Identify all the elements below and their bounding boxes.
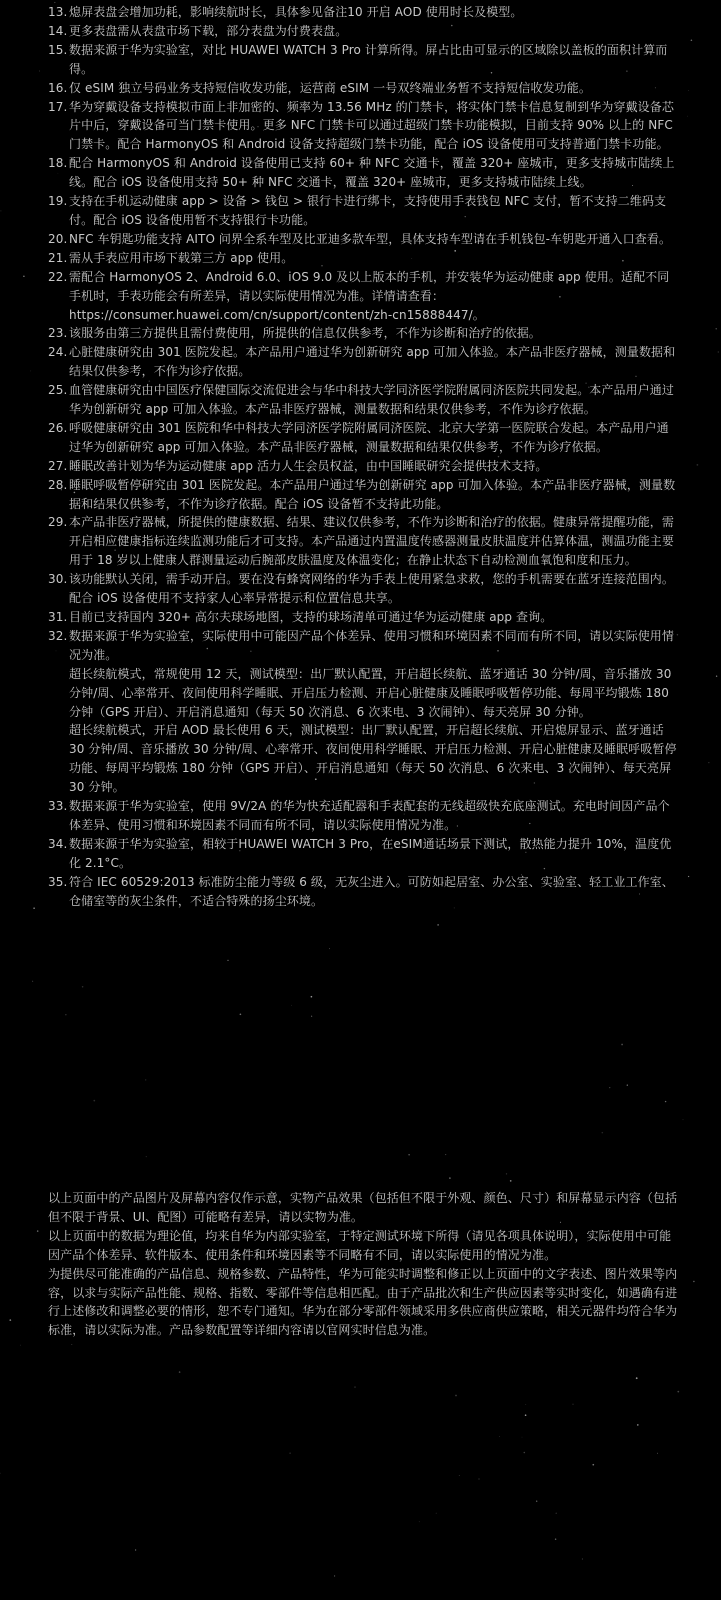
star-dot xyxy=(697,464,699,466)
footnote-subparagraph: 超长续航模式，常规使用 12 天，测试模型：出厂默认配置，开启超长续航、蓝牙通话 30 分钟/周、音乐播放 30 分钟/周、心率常开、夜间使用科学睡眠、开启压力检测、开启心脏健康及睡眠呼吸暂停功能、每周平均锻炼 180 分钟（GPS 开启）、开启消息通知（每天 50 次消息、6 次来电、3 次闹钟）、每天亮屏 30 分钟。 xyxy=(69,666,672,719)
footnote-text: 该服务由第三方提供且需付费使用，所提供的信息仅供参考，不作为诊断和治疗的依据。 xyxy=(69,326,541,341)
footnote-text: 数据来源于华为实验室，使用 9V/2A 的华为快充适配器和手表配套的无线超级快充底座测试。充电时间因产品个体差异、使用习惯和环境因素不同而有所不同，请以实际使用情况为准。 xyxy=(69,799,670,832)
footnote-number: 34. xyxy=(48,836,68,851)
star-dot xyxy=(687,116,688,117)
footnote-item xyxy=(48,343,678,381)
footnote-item xyxy=(48,797,678,835)
star-dot xyxy=(334,1575,335,1576)
disclaimer-paragraph: 为提供尽可能准确的产品信息、规格参数、产品特性，华为可能实时调整和修正以上页面中的文字表述、图片效果等内容，以求与实际产品性能、规格、指数、零部件等信息相匹配。由于产品批次和生产供应因素等实时变化，如遇确有进行上述修改和调整必要的情形，恕不专门通知。华为在部分零部件领域采用多供应商供应策略，相关元器件均符合华为标准，请以实际为准。产品参数配置等详细内容请以官网实时信息为准。 xyxy=(48,1266,678,1338)
star-dot xyxy=(716,328,717,329)
star-dot xyxy=(523,1452,525,1454)
star-dot xyxy=(71,1344,72,1345)
star-dot xyxy=(30,370,31,371)
footnote-item xyxy=(48,627,678,797)
footnote-text: 数据来源于华为实验室，对比 HUAWEI WATCH 3 Pro 计算所得。屏占比由可显示的区域除以盖板的面积计算而得。 xyxy=(69,42,668,76)
star-dot xyxy=(32,981,33,982)
disclaimer-paragraph: 以上页面中的产品图片及屏幕内容仅作示意，实物产品效果（包括但不限于外观、颜色、尺寸）和屏幕显示内容（包括但不限于背景、UI、配图）可能略有差异，请以实物为准。 xyxy=(48,1191,678,1224)
footnote-text: 华为穿戴设备支持模拟市面上非加密的、频率为 13.56 MHz 的门禁卡，将实体门禁卡信息复制到华为穿戴设备芯片中后，穿戴设备可当门禁卡使用。更多 NFC 门禁卡可以通过超级门禁卡功能模拟，目前支持 90% 以上的 NFC 门禁卡。配合 HarmonyOS 和 Android 设备支持超级门禁卡功能，配合 iOS 设备使用可支持普通门禁卡功能。 xyxy=(69,99,674,152)
footnote-number: 30. xyxy=(48,572,68,587)
star-dot xyxy=(436,1513,437,1514)
star-dot xyxy=(93,1100,95,1102)
star-dot xyxy=(582,1559,583,1560)
disclaimer-paragraph: 以上页面中的数据为理论值，均来自华为内部实验室，于特定测试环境下所得（请见各项具体说明），实际使用中可能因产品个体差异、软件版本、使用条件和环境因素等不同略有不同，请以实际使用的情况为准。 xyxy=(48,1228,672,1262)
star-dot xyxy=(716,676,717,677)
star-dot xyxy=(20,1345,21,1346)
star-dot xyxy=(0,210,1,211)
star-dot xyxy=(311,1016,312,1017)
footnote-item xyxy=(48,513,678,570)
footnote-number: 29. xyxy=(48,515,68,530)
footnote-item xyxy=(48,249,678,268)
star-dot xyxy=(455,1395,457,1397)
footnote-text: 支持在手机运动健康 app > 设备 > 钱包 > 银行卡进行绑卡，支持使用手表钱包 NFC 支付，暂不支持二维码支付。配合 iOS 设备使用暂不支持银行卡功能。 xyxy=(69,194,667,227)
footnote-number: 15. xyxy=(48,42,68,57)
star-dot xyxy=(9,1319,11,1321)
star-dot xyxy=(688,90,689,91)
footnote-number: 16. xyxy=(48,80,68,95)
footnote-item xyxy=(48,835,678,873)
star-dot xyxy=(445,1154,446,1155)
footnote-number: 22. xyxy=(48,269,68,284)
star-dot xyxy=(555,1538,556,1539)
star-dot xyxy=(437,924,439,926)
star-dot xyxy=(688,876,689,877)
star-dot xyxy=(665,1101,666,1102)
star-dot xyxy=(657,1453,658,1454)
star-dot xyxy=(23,276,25,278)
footnote-number: 20. xyxy=(48,231,68,246)
footnote-number: 18. xyxy=(48,156,68,171)
star-dot xyxy=(145,1079,146,1080)
footnote-number: 13. xyxy=(48,5,68,19)
footnote-text: 目前已支持国内 320+ 高尔夫球场地图，支持的球场清单可通过华为运动健康 app 查询。 xyxy=(69,610,553,624)
star-dot xyxy=(33,907,35,909)
footnote-number: 26. xyxy=(48,420,68,435)
star-dot xyxy=(708,762,709,763)
footnote-text: NFC 车钥匙功能支持 AITO 问界全系车型及比亚迪多款车型，具体支持车型请在手机钱包-车钥匙开通入口查看。 xyxy=(69,231,672,246)
footnote-number: 25. xyxy=(48,383,68,398)
star-dot xyxy=(621,1044,623,1046)
star-dot xyxy=(354,1386,355,1387)
star-dot xyxy=(289,1452,291,1454)
star-dot xyxy=(39,71,40,72)
star-dot xyxy=(677,1391,679,1393)
star-dot xyxy=(311,996,313,998)
star-dot xyxy=(691,40,693,42)
footnote-item xyxy=(48,22,678,41)
star-dot xyxy=(718,351,719,352)
footnote-number: 23. xyxy=(48,326,68,341)
footnote-text: 更多表盘需从表盘市场下载，部分表盘为付费表盘。 xyxy=(69,23,348,38)
footnote-item xyxy=(48,570,678,608)
footnote-text: 配合 HarmonyOS 和 Android 设备使用已支持 60+ 种 NFC 交通卡，覆盖 320+ 座城市，更多支持城市陆续上线。配合 iOS 设备使用支持 50+ 种 NFC 交通卡，覆盖 320+ 座城市，更多支持城市陆续上线。 xyxy=(69,156,675,190)
footnote-number: 31. xyxy=(48,610,68,624)
footnote-item xyxy=(48,230,678,249)
footnote-number: 33. xyxy=(48,799,68,814)
footnote-item xyxy=(48,381,678,419)
star-dot xyxy=(525,1414,527,1416)
footnote-number: 24. xyxy=(48,345,68,360)
star-dot xyxy=(536,1501,537,1502)
star-dot xyxy=(329,948,330,949)
footnote-number: 28. xyxy=(48,477,68,492)
star-dot xyxy=(573,1404,574,1405)
footnote-item xyxy=(48,79,678,98)
star-dot xyxy=(449,1177,451,1179)
star-dot xyxy=(592,1464,594,1466)
footnote-item xyxy=(48,419,678,457)
footnote-item xyxy=(48,476,678,514)
star-dot xyxy=(146,1156,147,1157)
star-dot xyxy=(510,1180,512,1182)
footnote-number: 17. xyxy=(48,99,68,114)
star-dot xyxy=(522,1437,523,1438)
footnote-text: 本产品非医疗器械，所提供的健康数据、结果、建议仅供参考，不作为诊断和治疗的依据。健康异常提醒功能，需开启相应健康指标连续监测功能后才可支持。本产品通过内置温度传感器测量皮肤温度并估算体温，测温功能主要用于 18 岁以上健康人群测量运动后腕部皮肤温度及体温变化；在静止状态下自动检测血氧饱和度和压力。 xyxy=(69,515,675,568)
footnote-number: 21. xyxy=(48,250,68,265)
star-dot xyxy=(65,1014,66,1015)
footnote-text: 睡眠改善计划为华为运动健康 app 活力人生会员权益，由中国睡眠研究会提供技术支持。 xyxy=(69,458,548,473)
footnote-item xyxy=(48,3,678,22)
star-dot xyxy=(240,1013,242,1015)
star-dot xyxy=(179,1371,181,1373)
star-dot xyxy=(459,1475,460,1476)
footnote-text: 数据来源于华为实验室，相较于HUAWEI WATCH 3 Pro，在eSIM通话场景下测试，散热能力提升 10%，温度优化 2.1°C。 xyxy=(69,836,672,870)
footnote-list xyxy=(48,3,678,911)
star-dot xyxy=(499,1436,500,1437)
footnote-text: 数据来源于华为实验室，实际使用中可能因产品个体差异、使用习惯和环境因素不同而有所不同，请以实际使用情况为准。 xyxy=(69,628,675,662)
footnote-item xyxy=(48,324,678,343)
footnote-text: 需配合 HarmonyOS 2、Android 6.0、iOS 9.0 及以上版本的手机，并安装华为运动健康 app 使用。适配不同手机时，手表功能会有所差异，请以实际使用情况为准。详情请查看：https://consumer.huawei.com/cn/support/content/zh-cn15888447/。 xyxy=(69,269,670,322)
star-dot xyxy=(506,1173,507,1174)
footnote-number: 32. xyxy=(48,628,68,643)
footnote-text: 熄屏表盘会增加功耗，影响续航时长，具体参见备注10 开启 AOD 使用时长及模型。 xyxy=(69,5,523,19)
star-dot xyxy=(82,986,84,988)
footnote-text: 心脏健康研究由 301 医院发起。本产品用户通过华为创新研究 app 可加入体验。本产品非医疗器械，测量数据和结果仅供参考，不作为诊疗依据。 xyxy=(69,345,676,379)
star-dot xyxy=(419,1521,420,1522)
star-dot xyxy=(135,1549,136,1550)
footnote-item xyxy=(48,192,678,230)
footnote-text: 睡眠呼吸暂停研究由 301 医院发起。本产品用户通过华为创新研究 app 可加入体验。本产品非医疗器械，测量数据和结果仅供参考，不作为诊疗依据。配合 iOS 设备暂不支持此功能。 xyxy=(69,477,676,511)
footnote-number: 27. xyxy=(48,458,68,473)
star-dot xyxy=(627,1085,628,1086)
footnote-item xyxy=(48,154,678,192)
star-dot xyxy=(291,1005,292,1006)
footnote-subparagraph: 超长续航模式，开启 AOD 最长使用 6 天，测试模型：出厂默认配置，开启超长续航、开启熄屏显示、蓝牙通话 30 分钟/周、音乐播放 30 分钟/周、心率常开、夜间使用科学睡眠、开启压力检测、开启心脏健康及睡眠呼吸暂停功能、每周平均锻炼 180 分钟（GPS 开启）、开启消息通知（每天 50 次消息、6 次来电、3 次闹钟）、每天亮屏 30 分钟。 xyxy=(69,723,677,795)
star-dot xyxy=(556,1513,557,1514)
footnote-item xyxy=(48,268,678,325)
star-dot xyxy=(227,960,228,961)
star-dot xyxy=(693,1281,694,1282)
footnote-text: 符合 IEC 60529:2013 标准防尘能力等级 6 级，无灰尘进入。可防如起居室、办公室、实验室、轻工业工作室、仓储室等的灰尘条件，不适合特殊的扬尘环境。 xyxy=(69,874,674,908)
footnote-item xyxy=(48,41,678,79)
star-dot xyxy=(636,1377,638,1379)
star-dot xyxy=(525,1404,526,1405)
star-dot xyxy=(408,1154,409,1155)
footnote-item xyxy=(48,98,678,155)
star-dot xyxy=(478,1478,479,1479)
footnote-text: 需从手表应用市场下载第三方 app 使用。 xyxy=(69,250,294,265)
footnote-text: 仅 eSIM 独立号码业务支持短信收发功能，运营商 eSIM 一号双终端业务暂不支持短信收发功能。 xyxy=(69,80,591,95)
star-dot xyxy=(637,1424,639,1426)
footnote-item xyxy=(48,608,678,627)
footnote-item xyxy=(48,457,678,476)
footnote-text: 该功能默认关闭，需手动开启。要在没有蜂窝网络的华为手表上使用紧急求救，您的手机需要在蓝牙连接范围内。配合 iOS 设备使用不支持家人心率异常提示和位置信息共享。 xyxy=(69,572,675,606)
star-dot xyxy=(683,1119,684,1120)
footnote-item xyxy=(48,873,678,911)
star-dot xyxy=(37,1230,38,1231)
footnote-number: 19. xyxy=(48,194,68,209)
star-dot xyxy=(602,1132,604,1134)
footnote-number: 14. xyxy=(48,23,68,38)
disclaimer-section xyxy=(48,1189,678,1340)
footnote-number: 35. xyxy=(48,874,68,889)
footnote-text: 呼吸健康研究由 301 医院和华中科技大学同济医学院附属同济医院、北京大学第一医院联合发起。本产品用户通过华为创新研究 app 可加入体验。本产品非医疗器械，测量数据和结果仅供参考，不作为诊疗依据。 xyxy=(69,420,669,454)
star-dot xyxy=(609,1087,610,1088)
footnote-text: 血管健康研究由中国医疗保健国际交流促进会与华中科技大学同济医学院附属同济医院共同发起。本产品用户通过华为创新研究 app 可加入体验。本产品非医疗器械，测量数据和结果仅供参考，不作为诊疗依据。 xyxy=(69,383,675,417)
